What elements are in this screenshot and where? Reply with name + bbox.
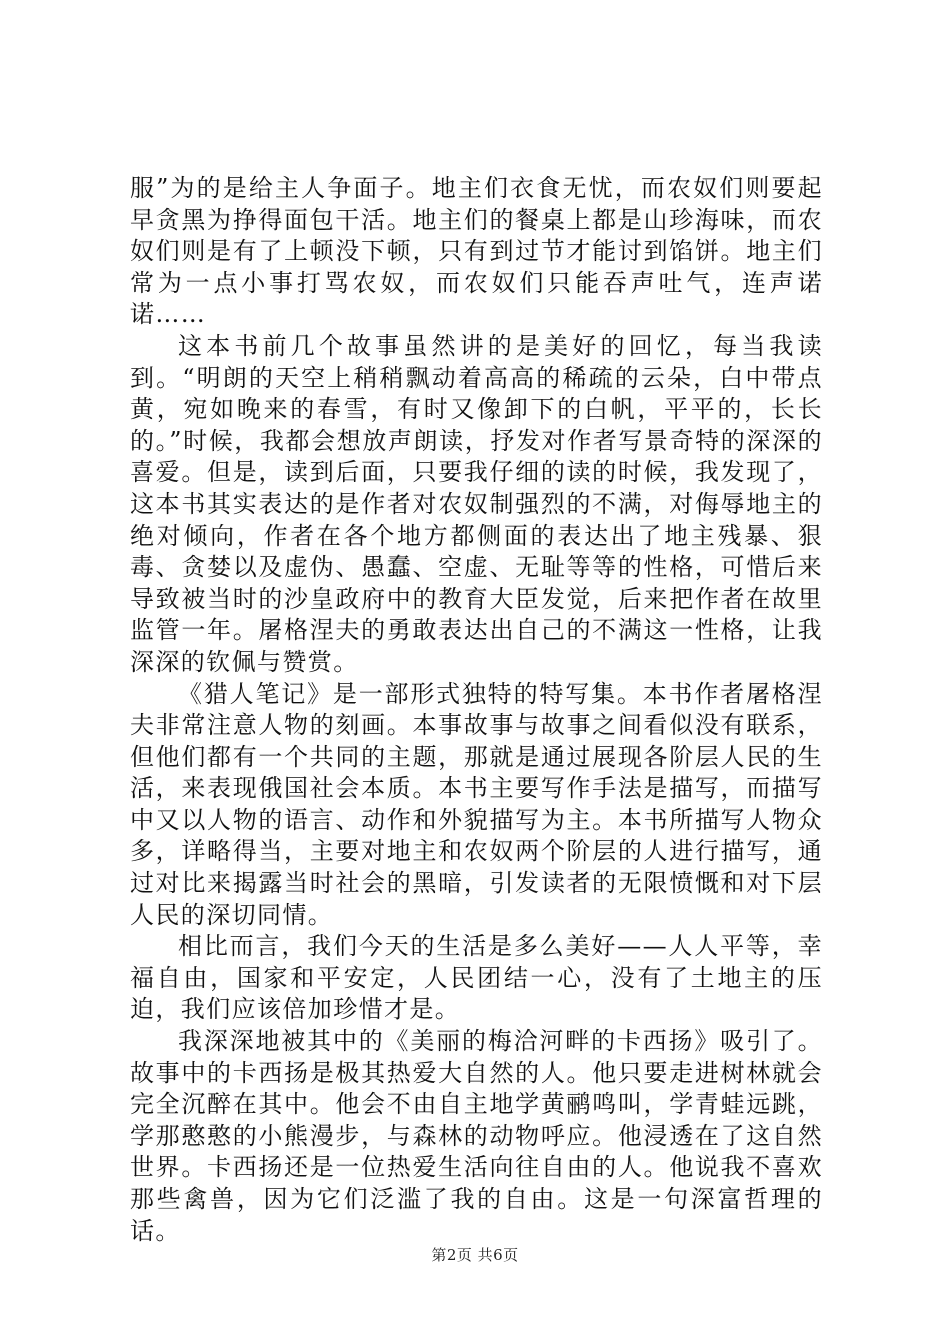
paragraph-4: 相比而言，我们今天的生活是多么美好——人人平等，幸福自由，国家和平安定，人民团结一心，没有了土地主的压迫，我们应该倍加珍惜才是。: [130, 932, 823, 1024]
paragraph-5: 我深深地被其中的《美丽的梅洽河畔的卡西扬》吸引了。故事中的卡西扬是极其热爱大自然的人。他只要走进树林就会完全沉醉在其中。他会不由自主地学黄鹂鸣叫，学青蛙远跳，学那憨憨的小熊漫步，与森林的动物呼应。他浸透在了这自然世界。卡西扬还是一位热爱生活向往自由的人。他说我不喜欢那些禽兽，因为它们泛滥了我的自由。这是一句深富哲理的话。: [130, 1027, 823, 1245]
document-body: [130, 173, 823, 1247]
paragraph-3: 《猎人笔记》是一部形式独特的特写集。本书作者屠格涅夫非常注意人物的刻画。本事故事与故事之间看似没有联系，但他们都有一个共同的主题，那就是通过展现各阶层人民的生活，来表现俄国社会本质。本书主要写作手法是描写，而描写中又以人物的语言、动作和外貌描写为主。本书所描写人物众多，详略得当，主要对地主和农奴两个阶层的人进行描写，通过对比来揭露当时社会的黑暗，引发读者的无限愤慨和对下层人民的深切同情。: [130, 679, 823, 929]
paragraph-1: 服”为的是给主人争面子。地主们衣食无忧，而农奴们则要起早贪黑为挣得面包干活。地主们的餐桌上都是山珍海味，而农奴们则是有了上顿没下顿，只有到过节才能讨到馅饼。地主们常为一点小事打骂农奴，而农奴们只能吞声吐气，连声诺诺……: [130, 174, 823, 329]
paragraph-2: 这本书前几个故事虽然讲的是美好的回忆，每当我读到。“明朗的天空上稍稍飘动着高高的稀疏的云朵，白中带点黄，宛如晚来的春雪，有时又像卸下的白帆，平平的，长长的。”时候，我都会想放声朗读，抒发对作者写景奇特的深深的喜爱。但是，读到后面，只要我仔细的读的时候，我发现了，这本书其实表达的是作者对农奴制强烈的不满，对侮辱地主的绝对倾向，作者在各个地方都侧面的表达出了地主残暴、狠毒、贪婪以及虚伪、愚蠢、空虚、无耻等等的性格，可惜后来导致被当时的沙皇政府中的教育大臣发觉，后来把作者在故里监管一年。屠格涅夫的勇敢表达出自己的不满这一性格，让我深深的钦佩与赞赏。: [130, 331, 823, 676]
page-number-footer: 第2页 共6页: [431, 1246, 519, 1264]
